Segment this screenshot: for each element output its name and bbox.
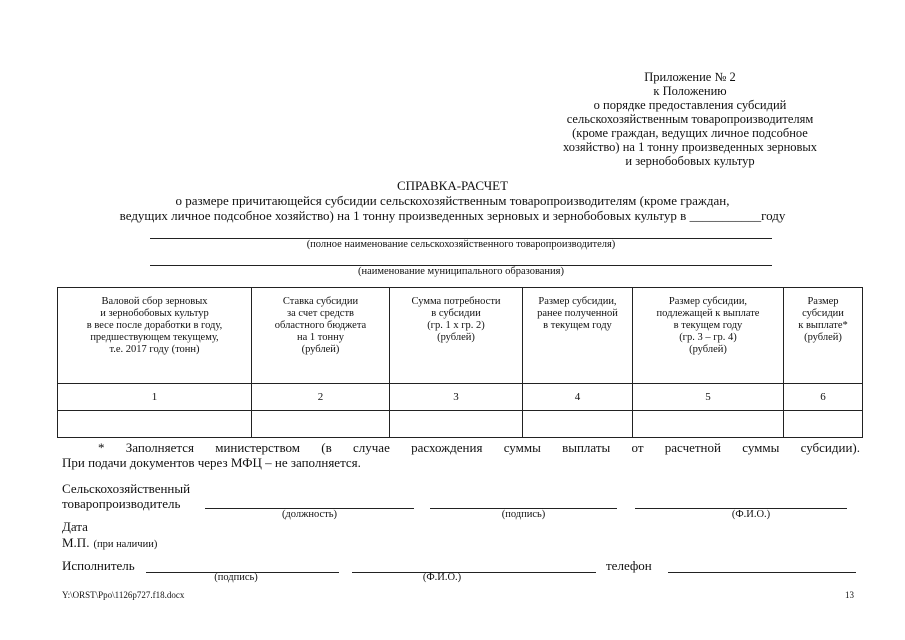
empty-cell: [523, 411, 633, 438]
subtitle-line-2: ведущих личное подсобное хозяйство) на 1 тонну произведенных зерновых и зернобобовых культур в ___________году: [119, 208, 786, 223]
producer-label: Сельскохозяйственный товаропроизводитель: [62, 481, 191, 511]
document-subtitle: [40, 193, 865, 223]
subsidy-table: [57, 287, 863, 438]
table-empty-row: [58, 411, 863, 438]
header-subsidy-rate: Ставка субсидии за счет средств областного бюджета на 1 тонну (рублей): [252, 288, 390, 384]
empty-cell: [390, 411, 523, 438]
appendix-line: (кроме граждан, ведущих личное подсобное: [572, 126, 808, 140]
empty-cell: [633, 411, 784, 438]
signature-caption: (подпись): [501, 509, 546, 520]
header-subsidy-received: Размер субсидии, ранее полученной в текущем году: [523, 288, 633, 384]
phone-line: [668, 572, 856, 573]
file-path: Y:\ORST\Ppo\1126p727.f18.docx: [62, 590, 185, 600]
fio-caption: (Ф.И.О.): [731, 509, 771, 520]
municipality-caption: (наименование муниципального образования): [357, 266, 565, 277]
column-number: 1: [58, 384, 252, 411]
position-caption: (должность): [281, 509, 338, 520]
appendix-line: сельскохозяйственным товаропроизводителям: [566, 112, 814, 126]
phone-label: телефон: [606, 558, 652, 573]
document-title: СПРАВКА-РАСЧЕТ: [396, 178, 509, 193]
executor-fio-caption: (Ф.И.О.): [422, 572, 462, 583]
executor-label: Исполнитель: [62, 558, 135, 573]
empty-cell: [58, 411, 252, 438]
stamp-row: [62, 534, 157, 552]
header-subsidy-to-pay: Размер субсидии к выплате* (рублей): [784, 288, 863, 384]
column-number: 6: [784, 384, 863, 411]
footnote-line-1: * Заполняется министерством (в случае расхождения суммы выплаты от расчетной суммы субсидии).: [98, 440, 860, 455]
stamp-note: (при наличии): [93, 539, 158, 550]
executor-signature-caption: (подпись): [214, 572, 258, 583]
header-subsidy-payable: Размер субсидии, подлежащей к выплате в текущем году (гр. 3 – гр. 4) (рублей): [633, 288, 784, 384]
appendix-line: о порядке предоставления субсидий: [593, 98, 787, 112]
header-subsidy-need: Сумма потребности в субсидии (гр. 1 х гр. 2) (рублей): [390, 288, 523, 384]
column-number: 3: [390, 384, 523, 411]
subtitle-line-1: о размере причитающейся субсидии сельскохозяйственным товаропроизводителям (кроме граждан,: [175, 193, 730, 208]
producer-name-caption: (полное наименование сельскохозяйственного товаропроизводителя): [306, 239, 616, 250]
column-number: 5: [633, 384, 784, 411]
footnote-line-2: При подачи документов через МФЦ – не заполняется.: [62, 455, 361, 470]
stamp-label: М.П.: [62, 535, 90, 550]
appendix-line: хозяйство) на 1 тонну произведенных зерновых: [562, 140, 818, 154]
table-header-row: [58, 288, 863, 384]
appendix-line: Приложение № 2: [644, 70, 736, 84]
appendix-line: к Положению: [653, 84, 727, 98]
page-number: 13: [845, 590, 854, 600]
table-number-row: [58, 384, 863, 411]
footnote: [62, 440, 860, 470]
date-label: Дата: [62, 519, 88, 534]
header-gross-harvest: Валовой сбор зерновых и зернобобовых культур в весе после доработки в году, предшествующем текущему, т.е. 2017 году (тонн): [58, 288, 252, 384]
empty-cell: [784, 411, 863, 438]
column-number: 2: [252, 384, 390, 411]
empty-cell: [252, 411, 390, 438]
column-number: 4: [523, 384, 633, 411]
appendix-header: [530, 70, 850, 168]
appendix-line: и зернобобовых культур: [625, 154, 755, 168]
